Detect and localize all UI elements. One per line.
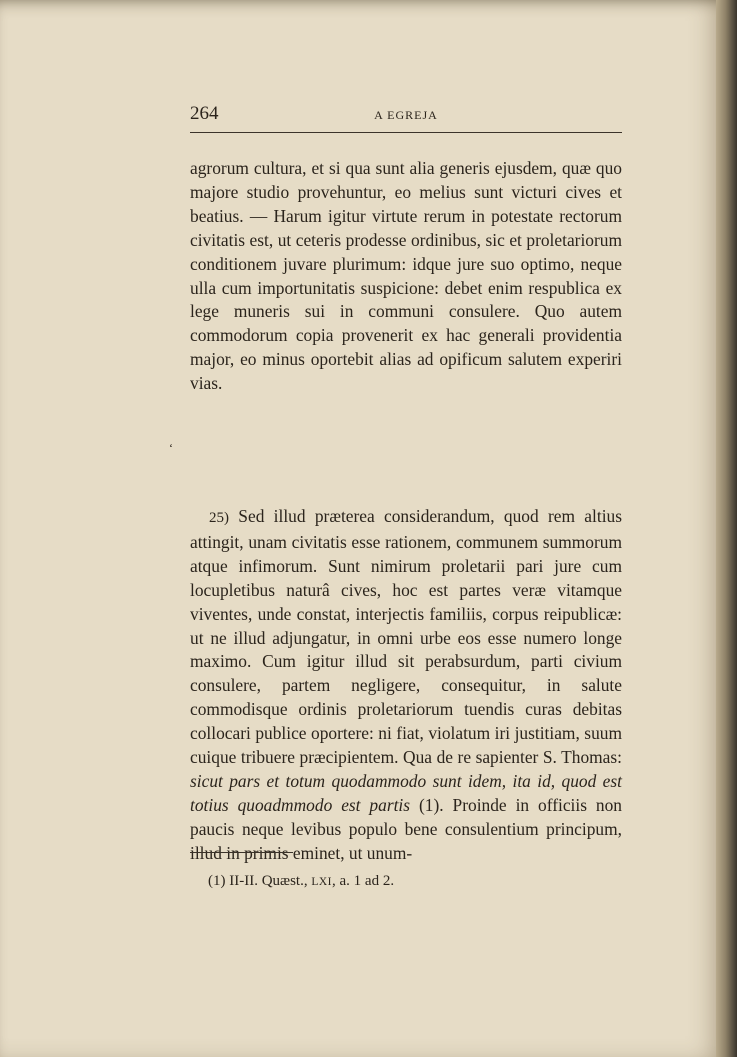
paragraph-2 xyxy=(190,505,622,866)
paragraph-1: agrorum cultura, et si qua sunt alia generis ejusdem, quæ quo majore studio provehuntur, eo melius sunt victuri cives et beatius. — Harum igitur virtute rerum in potestate rectorum civitatis est, ut ceteris prodesse ordinibus, sic et proletariorum conditionem juvare plurimum: idque jure suo optimo, neque ulla cum importunitatis suspicione: debet enim respublica ex lege muneris sui in communi consulere. Quo autem commodorum copia provenerit ex hac generali providentia major, eo minus oportebit alias ad opificum salutem experiri vias. xyxy=(190,158,622,394)
thomas-quote: sicut pars et totum quodammodo sunt idem, ita id, quod est totius quoadmmodo est partis xyxy=(190,770,622,815)
footnote-reference: (1). xyxy=(418,794,444,815)
footnote-text: II-II. Quæst., xyxy=(229,873,308,889)
footnote-article: , a. 1 ad 2. xyxy=(332,873,395,889)
page-number: 264 xyxy=(190,103,219,124)
footnote-marker: (1) xyxy=(208,873,226,889)
paragraph-2-continuation: Proinde in officiis non paucis neque levibus populo bene consulentium principum, illud in primis eminet, ut unum- xyxy=(190,794,622,863)
footnote-rule xyxy=(190,852,293,853)
page-header xyxy=(190,103,622,129)
paragraph-2-text: Sed illud præterea considerandum, quod rem altius attingit, unam civitatis esse rationem, communem summorum atque infimorum. Sunt nimirum proletarii pari jure cum locupletibus naturâ cives, hoc est partes veræ vitamque viventes, unde constat, interjectis familiis, corpus reipublicæ: ut ne illud adjungatur, in omni urbe eos esse numero longe maximo. Cum igitur illud sit perabsurdum, parti civium consulere, partem negligere, consequitur, in salute commodisque ordinis proletariorum tuendis curas debitas collocari publice oportere: ni fiat, violatum iri justitiam, suum cuique tribuere præcipientem. Qua de re sapienter S. Thomas: xyxy=(190,506,622,768)
footnote-question-number: LXI xyxy=(311,876,332,888)
page-edge xyxy=(716,0,737,1057)
header-rule xyxy=(190,132,622,133)
section-number: 25) xyxy=(209,510,229,526)
margin-mark: ʻ xyxy=(169,441,173,455)
footnote xyxy=(208,873,394,890)
running-head: A EGREJA xyxy=(374,108,438,122)
